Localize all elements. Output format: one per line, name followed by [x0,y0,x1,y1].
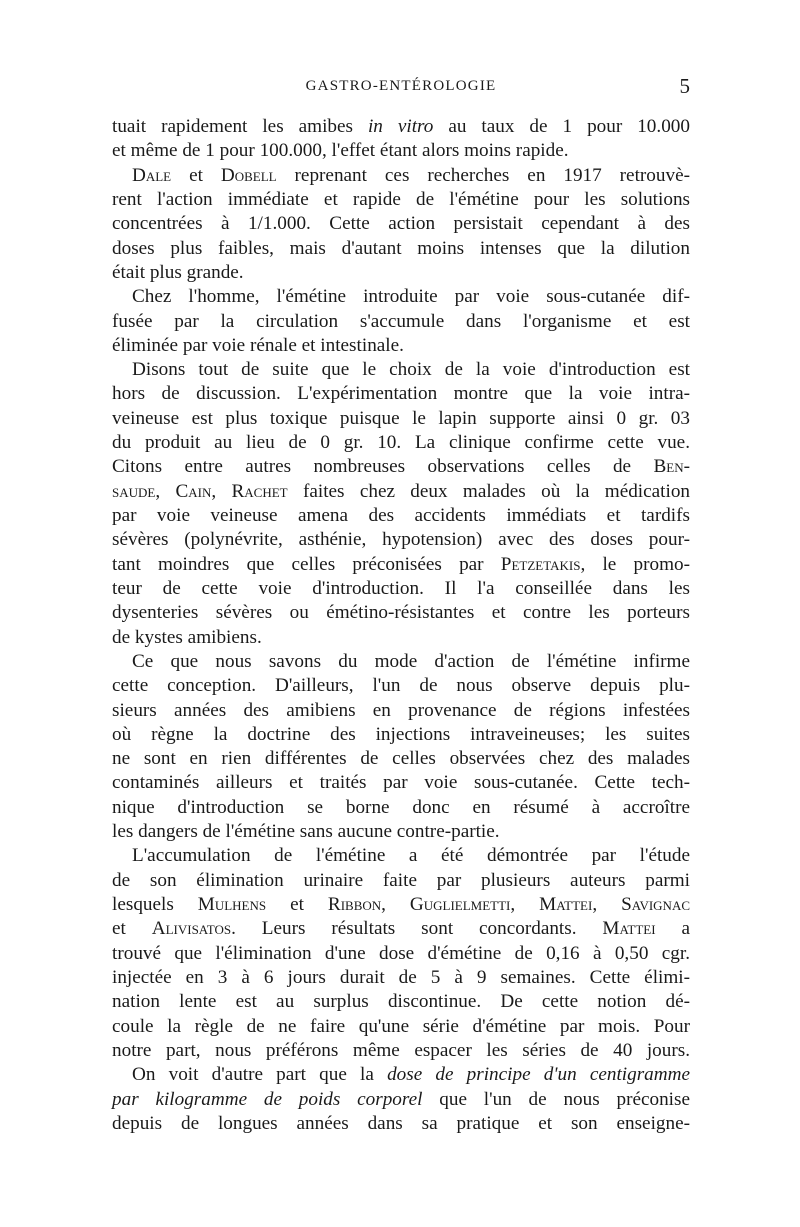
author-name: Dobell [220,164,277,186]
text-segment: , [510,894,540,915]
text-segment: sieurs années des amibiens en provenance de régions infestées [112,699,690,721]
text-line [112,261,690,285]
text-line [112,917,690,941]
text-segment: sévères (polynévrite, asthénie, hypotension) avec des doses pour- [112,529,690,551]
text-line [112,480,690,504]
text-segment: et même de 1 pour 100.000, l'effet étant alors moins rapide. [112,140,569,162]
text-segment: , le promo- [580,553,690,575]
page-number: 5 [679,74,690,98]
author-name: Petzetakis [500,553,581,575]
text-segment: , [211,480,232,502]
text-segment: contaminés ailleurs et traités par voie sous-cutanée. Cette tech- [112,772,690,794]
text-segment: par voie veineuse amena des accidents immédiats et tardifs [112,505,690,526]
text-segment: de kystes amibiens. [112,626,262,648]
text-segment: veineuse est plus toxique puisque le lapin supporte ainsi 0 gr. 03 [112,407,690,429]
author-name: Ribbon [327,894,382,915]
running-title: GASTRO-ENTÉROLOGIE [305,78,497,94]
text-line [112,893,690,917]
text-line [112,1112,690,1136]
text-line [112,771,690,795]
author-name: Alivisatos [151,918,232,940]
text-line [112,553,690,577]
text-segment: que l'un de nous préconise [422,1088,690,1110]
text-line [112,1039,690,1063]
text-segment: Citons entre autres nombreuses observations celles de [112,456,654,478]
text-line [112,674,690,698]
text-segment: Ce que nous savons du mode d'action de l'émétine infirme [132,650,690,672]
text-segment: , [592,894,622,915]
text-segment: au taux de 1 pour 10.000 [433,116,690,137]
text-segment: tant moindres que celles préconisées par [112,553,501,575]
text-line [112,212,690,236]
author-name: Mulhens [197,894,267,915]
text-line [112,455,690,479]
text-line [112,139,690,163]
author-name: Mattei [602,918,656,940]
text-line [112,699,690,723]
text-segment: faites chez deux malades où la médication [287,480,691,502]
text-segment: cette conception. D'ailleurs, l'un de nous observe depuis plu- [112,675,690,697]
italic-text: par kilogramme de poids corporel [112,1088,423,1110]
text-segment: tuait rapidement les amibes [112,116,368,137]
author-name: saude [112,480,156,502]
text-segment: était plus grande. [112,261,244,283]
author-name: Cain [175,480,212,502]
text-line [112,942,690,966]
text-line [112,164,690,188]
text-line [112,115,690,139]
text-line [112,820,690,844]
text-line [112,990,690,1014]
author-name: Mattei [539,894,593,915]
text-segment: où règne la doctrine des injections intraveineuses; les suites [112,723,690,745]
italic-text: dose de principe d'un centigramme [387,1064,690,1086]
text-line [112,601,690,625]
text-segment: dysenteries sévères ou émétino-résistantes et contre les porteurs [112,602,690,624]
text-line [112,650,690,674]
text-segment: hors de discussion. L'expérimentation montre que la voie intra- [112,383,690,405]
text-line [112,382,690,406]
text-segment: , [155,480,176,502]
text-segment: depuis de longues années dans sa pratique et son enseigne- [112,1112,690,1134]
text-segment: lesquels [112,894,198,915]
text-segment: les dangers de l'émétine sans aucune contre-partie. [112,821,500,843]
author-name: Rachet [231,480,288,502]
text-line [112,577,690,601]
text-line [112,796,690,820]
text-line [112,358,690,382]
text-segment: a [655,918,690,940]
text-segment: nation lente est au surplus discontinue. De cette notion dé- [112,991,690,1013]
text-segment: du produit au lieu de 0 gr. 10. La clinique confirme cette vue. [112,432,690,454]
text-line [112,966,690,990]
text-line [112,188,690,212]
text-segment: notre part, nous préférons même espacer les séries de 40 jours. [112,1039,690,1061]
text-segment: coule la règle de ne faire qu'une série d'émétine par mois. Pour [112,1015,690,1037]
text-line [112,1088,690,1112]
text-line [112,626,690,650]
text-line [112,310,690,334]
author-name: Ben- [653,456,690,478]
text-segment: ne sont en rien différentes de celles observées chez des malades [112,748,690,770]
text-line [112,723,690,747]
author-name: Dale [132,164,172,186]
author-name: Guglielmetti [409,894,511,915]
text-segment: Chez l'homme, l'émétine introduite par voie sous-cutanée dif- [132,286,690,308]
text-line [112,334,690,358]
body-text [112,115,690,1136]
text-line [112,747,690,771]
text-segment: de son élimination urinaire faite par plusieurs auteurs parmi [112,869,690,891]
text-segment: teur de cette voie d'introduction. Il l'a conseillée dans les [112,577,690,599]
text-segment: et [266,894,328,915]
text-segment: . Leurs résultats sont concordants. [231,918,603,940]
text-segment: doses plus faibles, mais d'autant moins intenses que la dilution [112,237,690,259]
text-line [112,237,690,261]
text-segment: et [171,164,221,186]
text-line [112,407,690,431]
text-segment: trouvé que l'élimination d'une dose d'émétine de 0,16 à 0,50 cgr. [112,942,690,964]
text-line [112,528,690,552]
text-line [112,1015,690,1039]
text-line [112,869,690,893]
text-segment: nique d'introduction se borne donc en résumé à accroître [112,796,690,818]
text-line [112,844,690,868]
text-line [112,1063,690,1087]
text-segment: L'accumulation de l'émétine a été démontrée par l'étude [132,845,690,867]
text-line [112,504,690,528]
text-segment: éliminée par voie rénale et intestinale. [112,334,404,356]
text-segment: On voit d'autre part que la [132,1064,388,1086]
italic-text: in vitro [367,116,434,137]
text-line [112,431,690,455]
text-line [112,285,690,309]
text-segment: et [112,918,152,940]
text-segment: injectée en 3 à 6 jours durait de 5 à 9 semaines. Cette élimi- [112,966,690,988]
text-segment: Disons tout de suite que le choix de la voie d'introduction est [132,359,690,381]
author-name: Savignac [621,894,690,915]
text-segment: fusée par la circulation s'accumule dans l'organisme et est [112,310,690,332]
text-segment: concentrées à 1/1.000. Cette action persistait cependant à des [112,213,690,235]
text-segment: , [381,894,410,915]
text-segment: reprenant ces recherches en 1917 retrouvè- [276,164,690,186]
text-segment: rent l'action immédiate et rapide de l'émétine pour les solutions [112,188,690,210]
page-header [112,74,690,102]
